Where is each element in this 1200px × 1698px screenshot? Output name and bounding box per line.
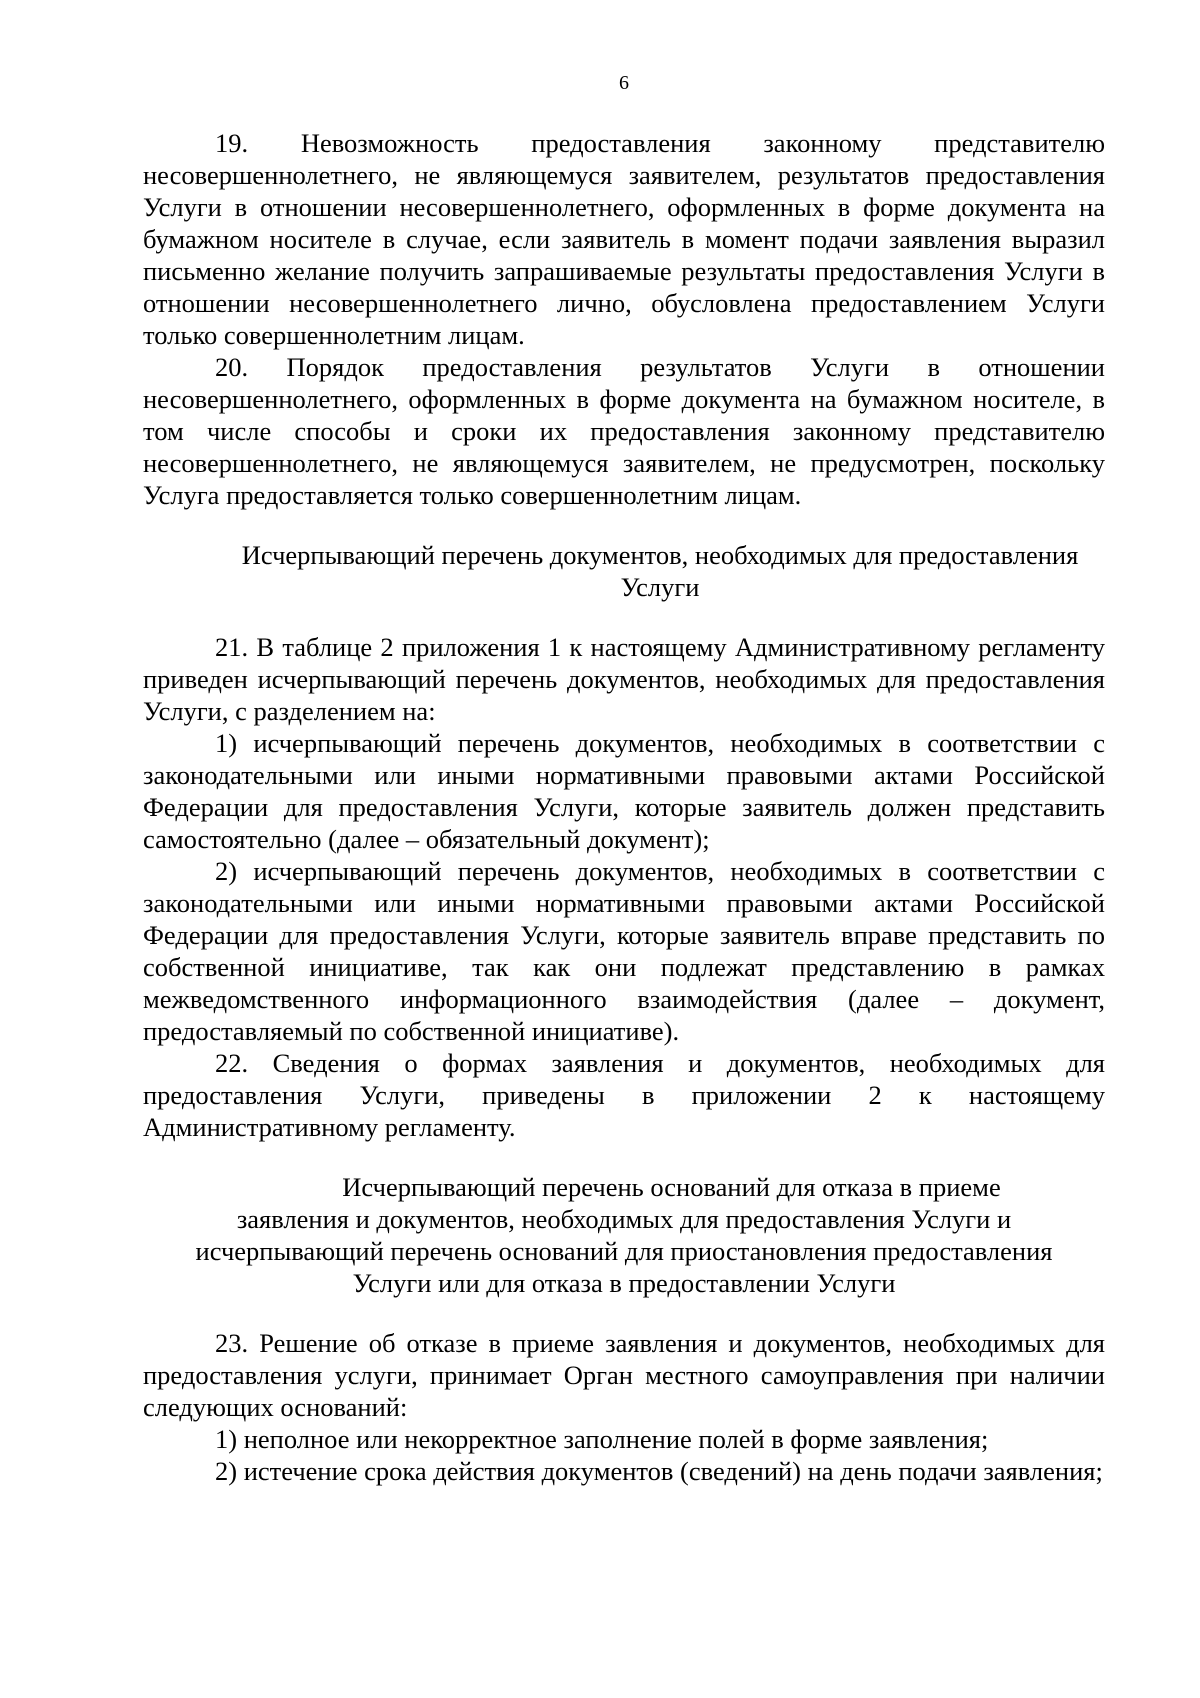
page-number: 6 (619, 72, 629, 94)
paragraph-19: 19. Невозможность предоставления законному представителю несовершеннолетнего, не являющемуся заявителем, результатов предоставления Услуги в отношении несовершеннолетнего, оформленных в форме документа на бумажном носителе в случае, если заявитель в момент подачи заявления выразил письменно желание получить запрашиваемые результаты предоставления Услуги в отношении несовершеннолетнего лично, обусловлена предоставлением Услуги только совершеннолетним лицам. (143, 128, 1105, 350)
list-item-1-incomplete-form: 1) неполное или некорректное заполнение полей в форме заявления; (215, 1424, 989, 1454)
section-heading-refusal-grounds (143, 1171, 1105, 1299)
paragraph-22: 22. Сведения о формах заявления и документов, необходимых для предоставления Услуги, приведены в приложении 2 к настоящему Административному регламенту. (143, 1048, 1105, 1142)
heading-line: исчерпывающий перечень оснований для приостановления предоставления (195, 1236, 1053, 1266)
section-heading-documents: Исчерпывающий перечень документов, необходимых для предоставления Услуги (241, 540, 1079, 602)
list-item-2-expired-documents: 2) истечение срока действия документов (сведений) на день подачи заявления; (215, 1456, 1103, 1486)
list-item-2-own-initiative-document: 2) исчерпывающий перечень документов, необходимых в соответствии с законодательными или иными нормативными правовыми актами Российской Федерации для предоставления Услуги, которые заявитель вправе представить по собственной инициативе, так как они подлежат представлению в рамках межведомственного информационного взаимодействия (далее – документ, предоставляемый по собственной инициативе). (143, 856, 1105, 1046)
paragraph-21: 21. В таблице 2 приложения 1 к настоящему Административному регламенту приведен исчерпывающий перечень документов, необходимых для предоставления Услуги, с разделением на: (143, 632, 1105, 726)
heading-line: заявления и документов, необходимых для предоставления Услуги и (236, 1204, 1012, 1234)
paragraph-23: 23. Решение об отказе в приеме заявления и документов, необходимых для предоставления услуги, принимает Орган местного самоуправления при наличии следующих оснований: (143, 1328, 1105, 1422)
heading-line: Исчерпывающий перечень оснований для отказа в приеме (342, 1172, 1001, 1202)
paragraph-20: 20. Порядок предоставления результатов Услуги в отношении несовершеннолетнего, оформленных в форме документа на бумажном носителе, в том числе способы и сроки их предоставления законному представителю несовершеннолетнего, не являющемуся заявителем, не предусмотрен, поскольку Услуга предоставляется только совершеннолетним лицам. (143, 352, 1105, 510)
list-item-1-mandatory-document: 1) исчерпывающий перечень документов, необходимых в соответствии с законодательными или иными нормативными правовыми актами Российской Федерации для предоставления Услуги, которые заявитель должен представить самостоятельно (далее – обязательный документ); (143, 728, 1105, 854)
heading-line: Услуги или для отказа в предоставлении Услуги (352, 1268, 896, 1298)
